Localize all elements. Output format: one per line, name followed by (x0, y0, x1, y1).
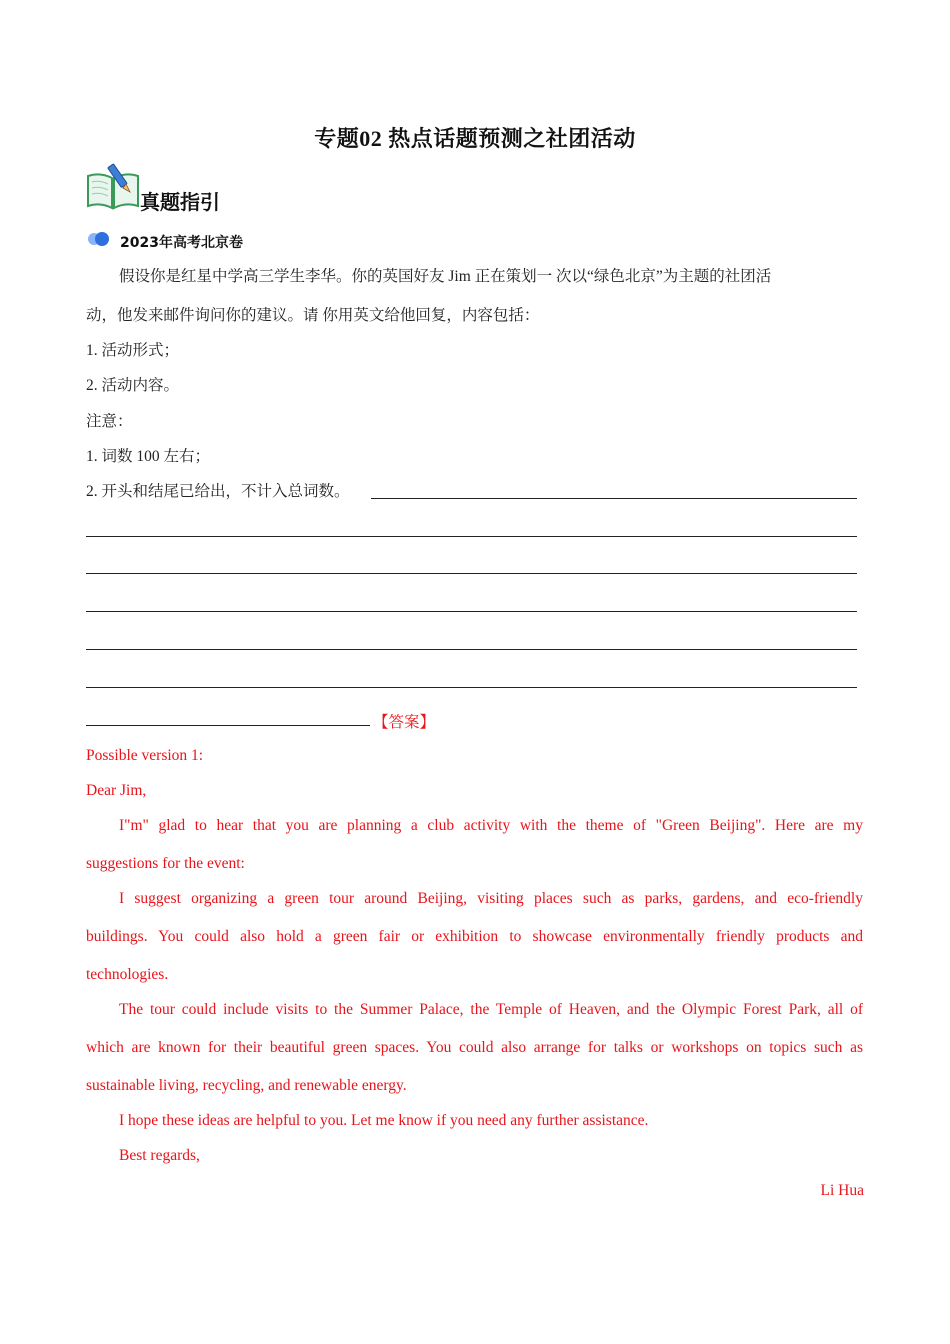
answer-paragraph-1-line-1: I"m" glad to hear that you are planning a club activity with the theme of "Green Beijing". Here are my (119, 817, 863, 834)
note-label: 注意： (86, 413, 133, 430)
prompt-item-2: 2. 活动内容。 (86, 377, 180, 394)
answer-paragraph-3-line-2: which are known for their beautiful green spaces. You could also arrange for talks or workshops on topics such as (86, 1039, 863, 1056)
answer-blank-line (86, 573, 857, 574)
answer-blank-line (86, 725, 370, 726)
answer-paragraph-2-line-2: buildings. You could also hold a green fair or exhibition to showcase environmentally friendly products and (86, 928, 863, 945)
answer-blank-line (86, 611, 857, 612)
answer-version: Possible version 1: (86, 747, 204, 764)
note-item-2: 2. 开头和结尾已给出，不计入总词数。 (86, 483, 350, 500)
answer-signature: Li Hua (820, 1182, 864, 1199)
section-heading: 真题指引 (140, 190, 220, 214)
answer-tag: 【答案】 (373, 713, 436, 731)
prompt-line-2: 动，他发来邮件询问你的建议。请 你用英文给他回复，内容包括： (86, 307, 540, 324)
page-title: 专题02 热点话题预测之社团活动 (314, 126, 636, 151)
prompt-item-1: 1. 活动形式； (86, 342, 180, 359)
exam-source: 2023年高考北京卷 (120, 235, 243, 251)
answer-blank-line (86, 649, 857, 650)
answer-blank-line (371, 498, 857, 499)
answer-greeting: Dear Jim, (86, 782, 147, 799)
answer-paragraph-4: I hope these ideas are helpful to you. Let me know if you need any further assistance. (119, 1112, 649, 1129)
answer-blank-line (86, 536, 857, 537)
open-book-pencil-icon (86, 162, 140, 210)
answer-paragraph-3-line-3: sustainable living, recycling, and renewable energy. (86, 1077, 407, 1094)
answer-blank-line (86, 687, 857, 688)
answer-paragraph-1-line-2: suggestions for the event: (86, 855, 245, 872)
answer-paragraph-3-line-1: The tour could include visits to the Summer Palace, the Temple of Heaven, and the Olympic Forest Park, all of (119, 1001, 863, 1018)
answer-closing: Best regards, (119, 1147, 200, 1164)
note-item-1: 1. 词数 100 左右； (86, 448, 211, 465)
prompt-line-1: 假设你是红星中学高三学生李华。你的英国好友 Jim 正在策划一 次以“绿色北京”为主题的社团活 (119, 268, 772, 285)
blue-dots-bullet-icon (86, 231, 112, 247)
answer-paragraph-2-line-3: technologies. (86, 966, 169, 983)
answer-paragraph-2-line-1: I suggest organizing a green tour around Beijing, visiting places such as parks, gardens, and eco-friendly (119, 890, 863, 907)
